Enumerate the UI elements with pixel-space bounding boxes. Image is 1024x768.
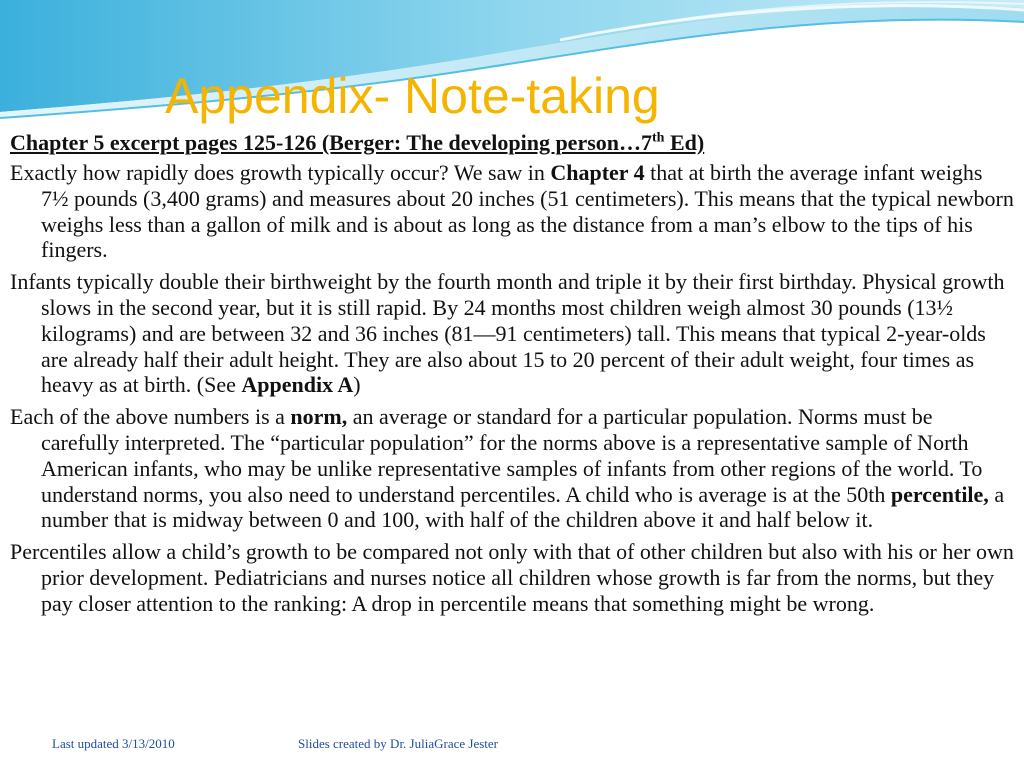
paragraph-text: Infants typically double their birthweight by the fourth month and triple it by their first birthday. Physical growth slows in the second year, but it is still rapid. By 24 months most children weigh almost 30 pounds (13½ kilograms) and are between 32 and 36 inches (81—91 centimeters) tall. This means that typical 2-year-olds are already half their adult height. They are also about 15 to 20 percent of their adult weight, four times as heavy as at birth. (See — [10, 269, 1005, 398]
heading-text: Chapter 5 excerpt pages 125-126 (Berger: The developing person…7 — [10, 130, 653, 155]
paragraph-infant-growth — [10, 269, 1015, 398]
paragraph-text: a number that is midway between 0 and 100, with half of the children above it and half below it. — [41, 481, 1005, 533]
heading-end: Ed) — [664, 130, 705, 155]
slide-body — [10, 130, 1015, 623]
paragraph-percentiles — [10, 539, 1015, 616]
footer-credit: Slides created by Dr. JuliaGrace Jester — [298, 736, 498, 751]
paragraph-growth-rate — [10, 160, 1015, 263]
paragraph-text: Percentiles allow a child’s growth to be compared not only with that of other children but also with his or her own prior development. Pediatricians and nurses notice all children whose growth is far from the norms, but they pay closer attention to the ranking: A drop in percentile means that something might be wrong. — [10, 539, 1014, 616]
footer-last-updated: Last updated 3/13/2010 — [52, 736, 175, 751]
paragraph-norms — [10, 404, 1015, 533]
bold-term: percentile, — [890, 481, 989, 507]
chapter-excerpt-heading — [10, 130, 1015, 156]
bold-term: Chapter 4 — [550, 160, 645, 185]
paragraph-text: ) — [353, 372, 361, 398]
paragraph-text: Each of the above numbers is a — [10, 404, 291, 430]
heading-superscript: th — [652, 130, 665, 146]
paragraph-text: an average or standard for a particular population. Norms must be carefully interpreted. The “particular population” for the norms above is a representative sample of North American infants, who may be unlike representative samples of infants from other regions of the world. To understand norms, you also need to understand percentiles. A child who is average is at the 50th — [41, 404, 983, 507]
bold-term: norm, — [290, 404, 348, 430]
bold-term: Appendix A — [241, 372, 354, 398]
paragraph-text: that at birth the average infant weighs 7½ pounds (3,400 grams) and measures about 20 inches (51 centimeters). This means that the typical newborn weighs less than a gallon of milk and is about as long as the distance from a man’s elbow to the tips of his fingers. — [41, 160, 1014, 263]
paragraph-text: Exactly how rapidly does growth typically occur? We saw in — [10, 160, 551, 185]
slide-title: Appendix- Note-taking — [165, 68, 660, 124]
